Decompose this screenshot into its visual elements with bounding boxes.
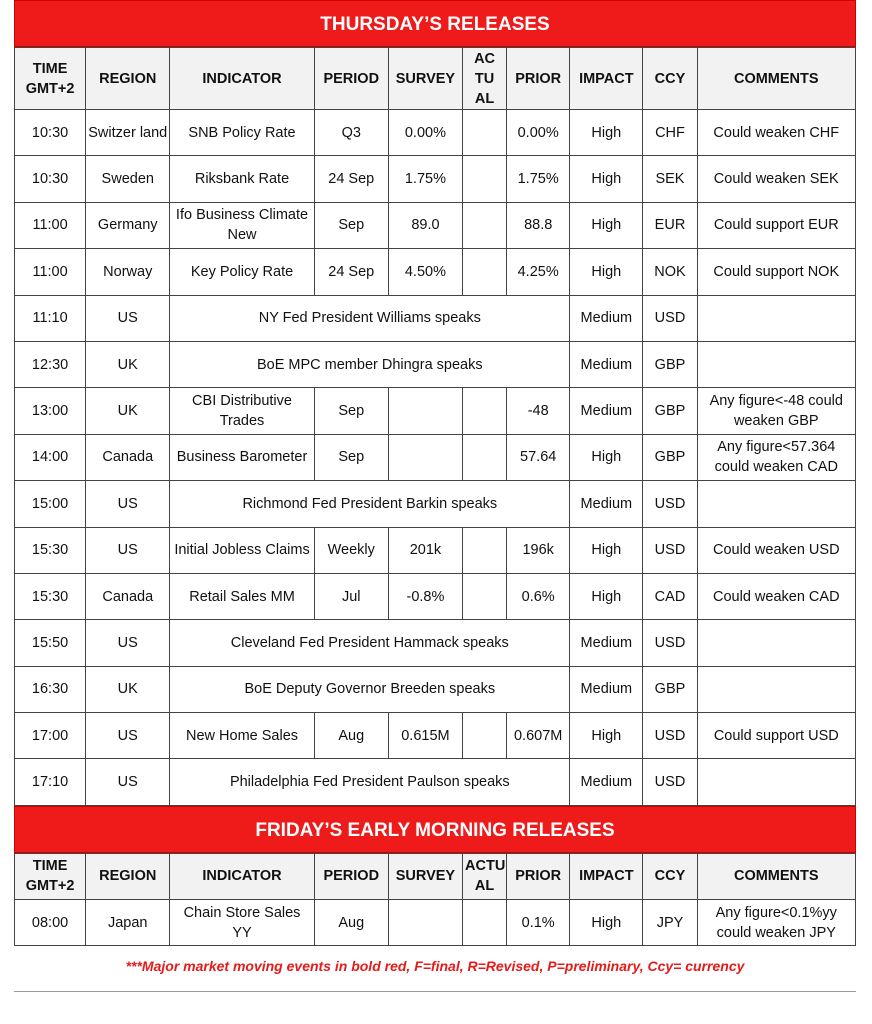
cell-actual [463,156,507,202]
cell-ccy: USD [643,527,697,573]
cell-time: 11:10 [15,295,86,341]
cell-impact: High [570,434,643,480]
cell-region: US [86,481,170,527]
table-row [15,434,856,480]
table-row [15,899,856,945]
cell-comments: Could weaken USD [697,527,855,573]
cell-impact: Medium [570,759,643,805]
table-row [15,527,856,573]
cell-survey: 201k [388,527,462,573]
cell-comments: Could weaken CHF [697,110,855,156]
cell-survey: 1.75% [388,156,462,202]
col-header-region: REGION [86,853,170,899]
cell-comments [697,759,855,805]
cell-comments [697,481,855,527]
cell-ccy: USD [643,295,697,341]
cell-comments [697,341,855,387]
table-row [15,759,856,805]
col-header-time: TIME GMT+2 [15,853,86,899]
cell-actual [463,249,507,295]
cell-comments [697,620,855,666]
table-row [15,202,856,248]
col-header-impact: IMPACT [570,853,643,899]
cell-period: Jul [314,573,388,619]
cell-region: Norway [86,249,170,295]
cell-time: 15:50 [15,620,86,666]
cell-ccy: GBP [643,666,697,712]
col-header-actual: ACTU AL [463,853,507,899]
cell-impact: High [570,527,643,573]
cell-region: UK [86,388,170,434]
cell-ccy: CAD [643,573,697,619]
cell-survey: 4.50% [388,249,462,295]
thursday-banner: THURSDAY’S RELEASES [14,0,856,47]
cell-comments: Any figure<57.364 could weaken CAD [697,434,855,480]
table-row [15,481,856,527]
col-header-ccy: CCY [643,48,697,110]
table-row [15,573,856,619]
cell-comments: Could support EUR [697,202,855,248]
cell-prior: 88.8 [507,202,570,248]
thursday-header-row [15,48,856,110]
cell-time: 10:30 [15,110,86,156]
cell-survey: -0.8% [388,573,462,619]
cell-actual [463,202,507,248]
cell-impact: High [570,110,643,156]
cell-region: US [86,527,170,573]
cell-ccy: USD [643,620,697,666]
cell-survey [388,388,462,434]
cell-region: Japan [86,899,170,945]
col-header-indicator: INDICATOR [170,48,314,110]
cell-survey: 89.0 [388,202,462,248]
cell-prior: 1.75% [507,156,570,202]
cell-ccy: EUR [643,202,697,248]
cell-event: BoE MPC member Dhingra speaks [170,341,570,387]
cell-impact: High [570,249,643,295]
footnote: ***Major market moving events in bold red, F=final, R=Revised, P=preliminary, Ccy= currency [125,958,745,974]
cell-time: 16:30 [15,666,86,712]
cell-ccy: GBP [643,388,697,434]
cell-prior: 57.64 [507,434,570,480]
cell-time: 13:00 [15,388,86,434]
cell-period: Sep [314,434,388,480]
cell-actual [463,527,507,573]
cell-prior: 0.6% [507,573,570,619]
table-row [15,388,856,434]
cell-time: 08:00 [15,899,86,945]
cell-period: 24 Sep [314,249,388,295]
cell-ccy: CHF [643,110,697,156]
cell-survey [388,899,462,945]
cell-region: UK [86,341,170,387]
cell-comments: Any figure<0.1%yy could weaken JPY [697,899,855,945]
col-header-period: PERIOD [314,48,388,110]
cell-time: 11:00 [15,249,86,295]
cell-region: Sweden [86,156,170,202]
cell-ccy: GBP [643,341,697,387]
cell-region: US [86,295,170,341]
cell-region: Canada [86,434,170,480]
cell-period: Aug [314,713,388,759]
cell-comments: Could weaken SEK [697,156,855,202]
cell-impact: Medium [570,481,643,527]
thursday-table [14,47,856,806]
cell-time: 11:00 [15,202,86,248]
cell-prior: 196k [507,527,570,573]
cell-comments: Any figure<-48 could weaken GBP [697,388,855,434]
cell-event: Cleveland Fed President Hammack speaks [170,620,570,666]
divider [14,991,856,992]
cell-impact: High [570,713,643,759]
cell-prior: 0.1% [507,899,570,945]
cell-indicator: SNB Policy Rate [170,110,314,156]
friday-table [14,853,856,946]
cell-indicator: Retail Sales MM [170,573,314,619]
cell-period: Sep [314,202,388,248]
col-header-time: TIME GMT+2 [15,48,86,110]
cell-indicator: Key Policy Rate [170,249,314,295]
cell-impact: Medium [570,341,643,387]
cell-indicator: Riksbank Rate [170,156,314,202]
col-header-comments: COMMENTS [697,853,855,899]
cell-impact: Medium [570,388,643,434]
cell-actual [463,713,507,759]
cell-actual [463,110,507,156]
cell-event: BoE Deputy Governor Breeden speaks [170,666,570,712]
cell-time: 15:00 [15,481,86,527]
cell-actual [463,899,507,945]
cell-region: UK [86,666,170,712]
cell-ccy: SEK [643,156,697,202]
cell-survey: 0.615M [388,713,462,759]
cell-impact: High [570,156,643,202]
col-header-survey: SURVEY [388,853,462,899]
col-header-actual: AC TU AL [463,48,507,110]
table-row [15,666,856,712]
cell-comments [697,295,855,341]
friday-header-row [15,853,856,899]
cell-time: 10:30 [15,156,86,202]
cell-indicator: CBI Distributive Trades [170,388,314,434]
friday-banner: FRIDAY’S EARLY MORNING RELEASES [14,806,856,853]
cell-indicator: Business Barometer [170,434,314,480]
cell-actual [463,573,507,619]
cell-impact: Medium [570,666,643,712]
col-header-prior: PRIOR [507,48,570,110]
col-header-survey: SURVEY [388,48,462,110]
release-calendar [14,0,856,946]
cell-survey: 0.00% [388,110,462,156]
cell-survey [388,434,462,480]
table-row [15,295,856,341]
col-header-region: REGION [86,48,170,110]
cell-event: Philadelphia Fed President Paulson speaks [170,759,570,805]
cell-event: Richmond Fed President Barkin speaks [170,481,570,527]
cell-period: Q3 [314,110,388,156]
col-header-prior: PRIOR [507,853,570,899]
cell-indicator: New Home Sales [170,713,314,759]
col-header-impact: IMPACT [570,48,643,110]
cell-region: Switzer land [86,110,170,156]
cell-event: NY Fed President Williams speaks [170,295,570,341]
cell-prior: 4.25% [507,249,570,295]
cell-time: 17:00 [15,713,86,759]
cell-period: 24 Sep [314,156,388,202]
cell-impact: Medium [570,620,643,666]
cell-period: Aug [314,899,388,945]
cell-indicator: Ifo Business Climate New [170,202,314,248]
cell-comments [697,666,855,712]
cell-region: US [86,759,170,805]
col-header-indicator: INDICATOR [170,853,314,899]
cell-ccy: JPY [643,899,697,945]
cell-prior: 0.00% [507,110,570,156]
cell-impact: High [570,202,643,248]
table-row [15,713,856,759]
col-header-period: PERIOD [314,853,388,899]
cell-prior: 0.607M [507,713,570,759]
table-row [15,341,856,387]
cell-comments: Could weaken CAD [697,573,855,619]
cell-time: 12:30 [15,341,86,387]
cell-comments: Could support NOK [697,249,855,295]
cell-region: US [86,620,170,666]
cell-impact: High [570,573,643,619]
cell-region: Canada [86,573,170,619]
cell-impact: High [570,899,643,945]
cell-ccy: NOK [643,249,697,295]
cell-period: Weekly [314,527,388,573]
cell-actual [463,434,507,480]
table-row [15,620,856,666]
cell-ccy: GBP [643,434,697,480]
col-header-comments: COMMENTS [697,48,855,110]
cell-ccy: USD [643,713,697,759]
cell-ccy: USD [643,481,697,527]
cell-indicator: Chain Store Sales YY [170,899,314,945]
cell-comments: Could support USD [697,713,855,759]
cell-time: 14:00 [15,434,86,480]
cell-period: Sep [314,388,388,434]
cell-indicator: Initial Jobless Claims [170,527,314,573]
cell-time: 15:30 [15,573,86,619]
table-row [15,110,856,156]
table-row [15,249,856,295]
cell-time: 17:10 [15,759,86,805]
table-row [15,156,856,202]
cell-region: US [86,713,170,759]
cell-impact: Medium [570,295,643,341]
cell-ccy: USD [643,759,697,805]
cell-region: Germany [86,202,170,248]
cell-time: 15:30 [15,527,86,573]
cell-actual [463,388,507,434]
col-header-ccy: CCY [643,853,697,899]
cell-prior: -48 [507,388,570,434]
